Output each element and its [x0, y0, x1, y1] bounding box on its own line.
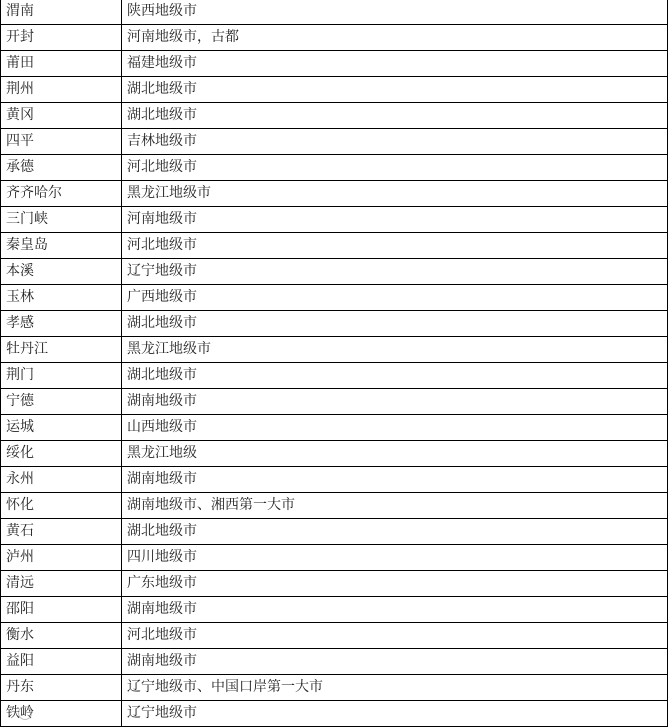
- table-row: [1, 0, 668, 25]
- table-row: [1, 415, 668, 441]
- description-cell: 湖南地级市: [122, 649, 668, 675]
- city-cell: 秦皇岛: [1, 233, 122, 259]
- city-cell: 承德: [1, 155, 122, 181]
- city-cell: 邵阳: [1, 597, 122, 623]
- table-row: [1, 363, 668, 389]
- city-cell: 怀化: [1, 493, 122, 519]
- city-cell: 泸州: [1, 545, 122, 571]
- city-cell: 荆门: [1, 363, 122, 389]
- description-cell: 湖北地级市: [122, 363, 668, 389]
- city-cell: 渭南: [1, 0, 122, 25]
- description-cell: 黑龙江地级市: [122, 337, 668, 363]
- table-row: [1, 389, 668, 415]
- description-cell: 广西地级市: [122, 285, 668, 311]
- table-row: [1, 51, 668, 77]
- table-row: [1, 649, 668, 675]
- city-cell: 丹东: [1, 675, 122, 701]
- description-cell: 辽宁地级市: [122, 701, 668, 727]
- city-cell: 玉林: [1, 285, 122, 311]
- description-cell: 湖北地级市: [122, 519, 668, 545]
- table-row: [1, 597, 668, 623]
- table-row: [1, 259, 668, 285]
- table-row: [1, 337, 668, 363]
- description-cell: 湖南地级市: [122, 389, 668, 415]
- description-cell: 河北地级市: [122, 155, 668, 181]
- city-cell: 开封: [1, 25, 122, 51]
- description-cell: 山西地级市: [122, 415, 668, 441]
- city-cell: 孝感: [1, 311, 122, 337]
- table-row: [1, 441, 668, 467]
- table-row: [1, 77, 668, 103]
- table-row: [1, 103, 668, 129]
- description-cell: 广东地级市: [122, 571, 668, 597]
- description-cell: 湖南地级市、湘西第一大市: [122, 493, 668, 519]
- table-row: [1, 25, 668, 51]
- city-cell: 莆田: [1, 51, 122, 77]
- description-cell: 湖北地级市: [122, 311, 668, 337]
- city-table-body: [1, 0, 668, 727]
- table-row: [1, 233, 668, 259]
- table-row: [1, 129, 668, 155]
- description-cell: 湖南地级市: [122, 467, 668, 493]
- city-cell: 牡丹江: [1, 337, 122, 363]
- description-cell: 河南地级市: [122, 207, 668, 233]
- table-row: [1, 545, 668, 571]
- city-cell: 荆州: [1, 77, 122, 103]
- city-cell: 衡水: [1, 623, 122, 649]
- description-cell: 河南地级市，古都: [122, 25, 668, 51]
- description-cell: 河北地级市: [122, 623, 668, 649]
- description-cell: 陕西地级市: [122, 0, 668, 25]
- city-cell: 宁德: [1, 389, 122, 415]
- city-cell: 绥化: [1, 441, 122, 467]
- table-row: [1, 493, 668, 519]
- description-cell: 湖北地级市: [122, 77, 668, 103]
- city-cell: 永州: [1, 467, 122, 493]
- description-cell: 河北地级市: [122, 233, 668, 259]
- city-cell: 四平: [1, 129, 122, 155]
- city-cell: 清远: [1, 571, 122, 597]
- table-row: [1, 285, 668, 311]
- city-cell: 益阳: [1, 649, 122, 675]
- table-row: [1, 181, 668, 207]
- description-cell: 黑龙江地级: [122, 441, 668, 467]
- city-cell: 齐齐哈尔: [1, 181, 122, 207]
- table-row: [1, 675, 668, 701]
- city-cell: 铁岭: [1, 701, 122, 727]
- description-cell: 湖南地级市: [122, 597, 668, 623]
- table-row: [1, 155, 668, 181]
- description-cell: 辽宁地级市: [122, 259, 668, 285]
- description-cell: 四川地级市: [122, 545, 668, 571]
- description-cell: 湖北地级市: [122, 103, 668, 129]
- description-cell: 福建地级市: [122, 51, 668, 77]
- description-cell: 辽宁地级市、中国口岸第一大市: [122, 675, 668, 701]
- table-row: [1, 571, 668, 597]
- city-cell: 三门峡: [1, 207, 122, 233]
- city-cell: 本溪: [1, 259, 122, 285]
- table-row: [1, 207, 668, 233]
- table-row: [1, 623, 668, 649]
- description-cell: 吉林地级市: [122, 129, 668, 155]
- description-cell: 黑龙江地级市: [122, 181, 668, 207]
- city-cell: 黄石: [1, 519, 122, 545]
- table-row: [1, 519, 668, 545]
- table-row: [1, 467, 668, 493]
- city-cell: 运城: [1, 415, 122, 441]
- table-row: [1, 701, 668, 727]
- city-cell: 黄冈: [1, 103, 122, 129]
- table-row: [1, 311, 668, 337]
